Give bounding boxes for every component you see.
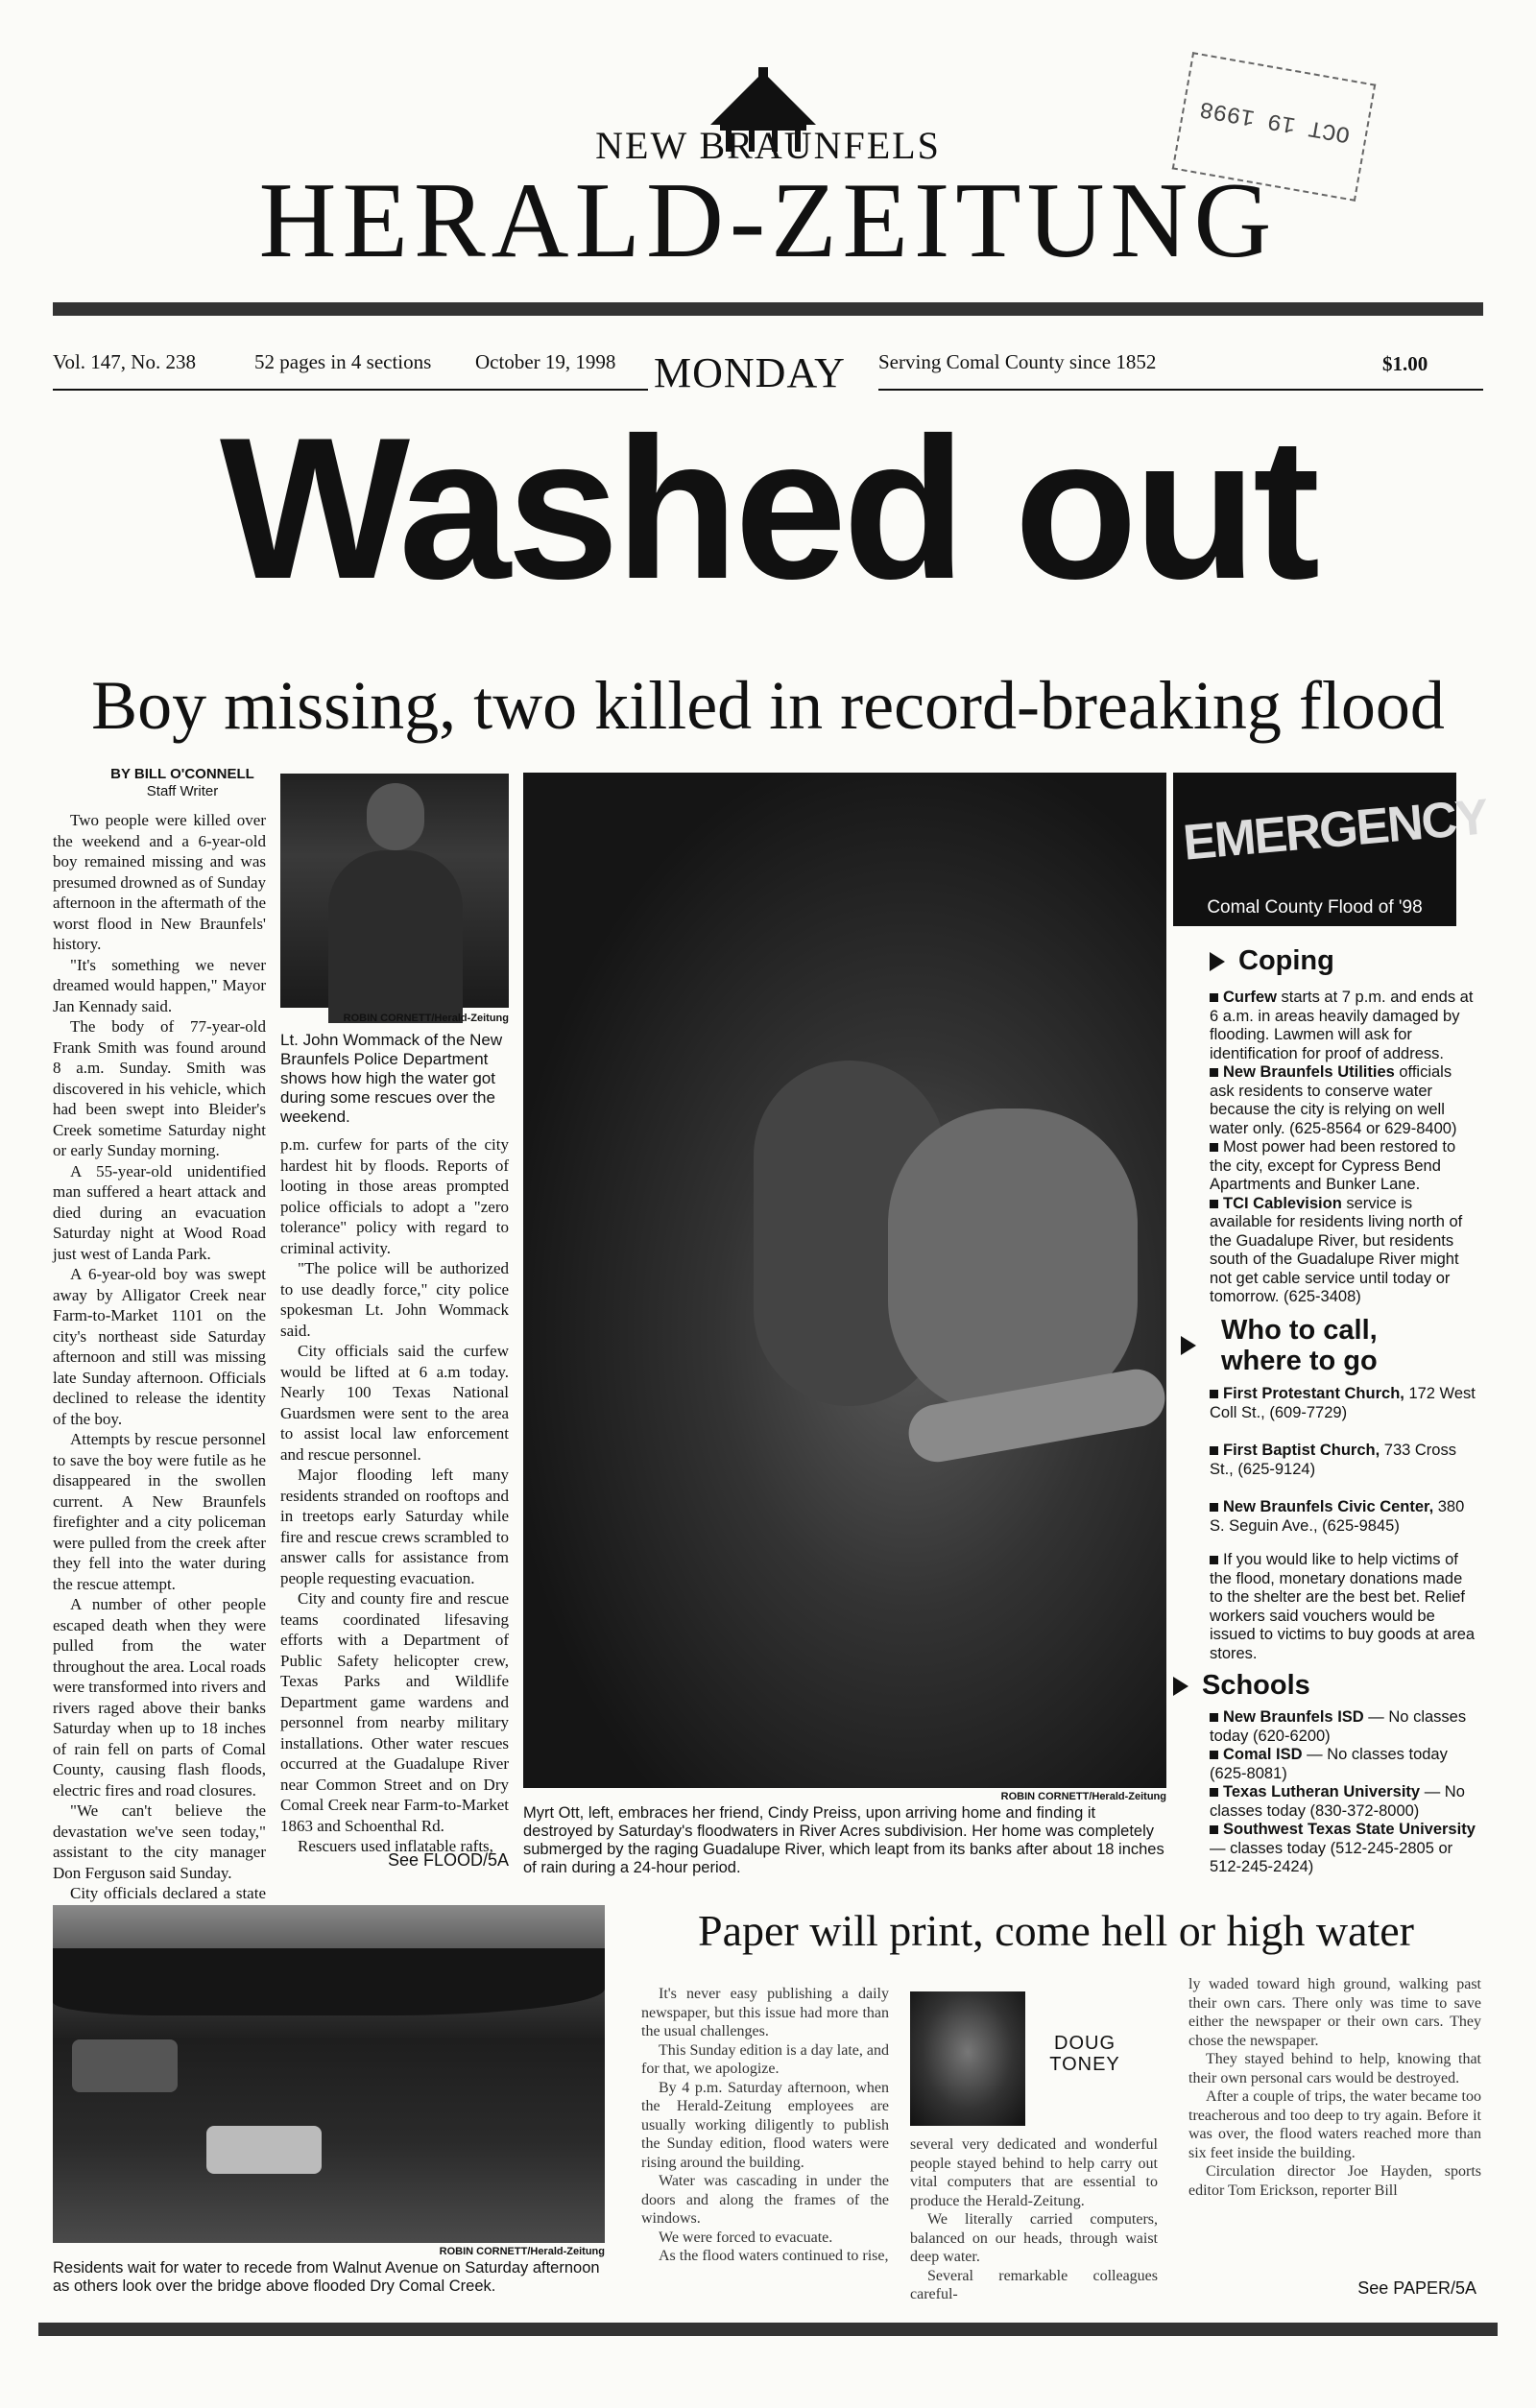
bullet-icon xyxy=(1210,1503,1218,1512)
column-paragraph: They stayed behind to help, knowing that their own personal cars would be destroyed. xyxy=(1188,2051,1481,2086)
stamp-date: OCT 19 1998 xyxy=(1197,94,1353,147)
bottom-rule xyxy=(38,2323,1498,2336)
story-column-2 xyxy=(280,1134,509,1855)
see-flood-jump[interactable]: See FLOOD/5A xyxy=(387,1850,509,1870)
story-paragraph: "It's something we never dreamed would happen," Mayor Jan Kennady said. xyxy=(53,955,266,1015)
story-paragraph: p.m. curfew for parts of the city hardest hit by floods. Reports of looting in those areas prompted police officials to adopt a "zero tolerance" policy with regard to criminal activity. xyxy=(280,1135,509,1257)
sidebar-banner-art: EMERGENCY xyxy=(1181,789,1490,871)
main-headline: Washed out xyxy=(219,395,1317,621)
info-bar xyxy=(53,331,1483,398)
story-paragraph: Major flooding left many residents stranded on rooftops and in treetops early Saturday while fire and rescue crews scrambled to answer calls for assistance from people requesting evacuation. xyxy=(280,1466,509,1587)
bullet-icon xyxy=(1210,1713,1218,1722)
column-paragraph: ly waded toward high ground, walking past their own cars. There only was time to save either the newspaper or their own cars. They chose the newspaper. xyxy=(1188,1976,1481,2049)
serving-text: Serving Comal County since 1852 xyxy=(878,350,1157,373)
coping-item: New Braunfels Utilities officials ask residents to conserve water because the city is relying on well water only. (625-8564 or 629-8400) xyxy=(1210,1063,1457,1137)
who-title-line-1: Who to call, xyxy=(1221,1315,1378,1346)
schools-list xyxy=(1210,1708,1478,1877)
bullet-icon xyxy=(1210,1446,1218,1455)
issue-date: October 19, 1998 xyxy=(475,350,616,373)
column-paragraph: It's never easy publishing a daily newspaper, but this issue had more than the usual challenges. xyxy=(641,1986,889,2039)
photo-figure-right xyxy=(888,1109,1138,1416)
officer-shoulders xyxy=(328,850,463,1023)
see-paper-jump[interactable]: See PAPER/5A xyxy=(1357,2278,1476,2298)
who-list xyxy=(1210,1385,1478,1663)
story-paragraph: The body of 77-year-old Frank Smith was found around 8 a.m. Sunday. Smith was discovered in his vehicle, which had been swept into Bleider's Creek sometime Saturday night or early Sunday morning. xyxy=(53,1017,266,1159)
column-paragraph: Several remarkable colleagues careful- xyxy=(910,2267,1158,2302)
bullet-icon xyxy=(1210,1751,1218,1759)
bullet-icon xyxy=(1210,1143,1218,1152)
school-item: Texas Lutheran University — No classes today (830-372-8000) xyxy=(1210,1783,1465,1820)
columnist-last-name: TONEY xyxy=(1049,2054,1120,2075)
street-photo-caption: Residents wait for water to recede from Walnut Avenue on Saturday afternoon as others look over the bridge above flooded Dry Comal Creek. xyxy=(53,2259,600,2295)
who-item: First Protestant Church, 172 West Coll St., (609-7729) xyxy=(1210,1385,1476,1421)
coping-item: Curfew starts at 7 p.m. and ends at 6 a.m. in areas heavily damaged by flooding. Lawmen will ask for identification for proof of address. xyxy=(1210,989,1474,1062)
school-item: Southwest Texas State University — classes today (512-245-2805 or 512-245-2424) xyxy=(1210,1821,1476,1875)
column-paragraph: This Sunday edition is a day late, and for that, we apologize. xyxy=(641,2041,889,2077)
column-paragraph: Water was cascading in under the doors and along the frames of the windows. xyxy=(641,2173,889,2227)
bullet-icon xyxy=(1210,1200,1218,1208)
arrow-icon xyxy=(1181,1336,1196,1355)
story-paragraph: "We can't believe the devastation we've seen today," assistant to the city manager Don Ferguson said Sunday. xyxy=(53,1801,266,1882)
column-paragraph: several very dedicated and wonderful people stayed behind to help carry out vital computers that are essential to produce the Herald-Zeitung. xyxy=(910,2136,1158,2209)
officer-photo xyxy=(280,774,509,1008)
column-text-1 xyxy=(641,1985,889,2301)
arrow-icon xyxy=(1210,952,1225,971)
price: $1.00 xyxy=(1382,352,1428,375)
sidebar-banner xyxy=(1173,773,1490,926)
schools-title: Schools xyxy=(1202,1670,1310,1701)
story-paragraph: A 6-year-old boy was swept away by Alligator Creek near Farm-to-Market 1101 on the city's northeast side Saturday afternoon and still was missing late Sunday afternoon. Officials declined to release the identity of the boy. xyxy=(53,1265,266,1428)
story-paragraph: Two people were killed over the weekend and a 6-year-old boy remained missing and was presumed drowned as of Sunday afternoon in the aftermath of the worst flood in New Braunfels' history. xyxy=(53,811,266,953)
bullet-icon xyxy=(1210,1068,1218,1077)
bullet-icon xyxy=(1210,993,1218,1002)
column-headline: Paper will print, come hell or high water xyxy=(697,1906,1415,1955)
story-paragraph: A number of other people escaped death when they were pulled from the water throughout the area. Local roads were transformed into rivers and rivers raged above their banks Saturday when up to 18 inches of rain fell on parts of Comal County, causing flash floods, electric fires and road closures. xyxy=(53,1595,266,1800)
street-photo-credit: ROBIN CORNETT/Herald-Zeitung xyxy=(439,2246,605,2257)
who-item: If you would like to help victims of the flood, monetary donations made to the shelter are the best bet. Relief workers said vouchers would be issued to victims to buy goods at area stores. xyxy=(1210,1551,1476,1662)
info-underline-right xyxy=(878,389,1483,391)
column-paragraph: By 4 p.m. Saturday afternoon, when the Herald-Zeitung employees are usually working diligently to publish the Sunday edition, flood waters were rising around the building. xyxy=(641,2079,889,2171)
column-paragraph: We literally carried computers, balanced on our heads, through waist deep water. xyxy=(910,2211,1158,2265)
coping-item: TCI Cablevision service is available for residents living north of the Guadalupe River, but residents south of the Guadalupe River might not get cable service until today or tomorrow. (625-3408) xyxy=(1210,1194,1463,1305)
photo-treeline xyxy=(53,1948,605,2015)
story-paragraph: A 55-year-old unidentified man suffered a heart attack and died during an evacuation Saturday night at Wood Road just west of Landa Park. xyxy=(53,1161,266,1263)
sidebar xyxy=(1173,773,1490,1895)
who-to-call-heading xyxy=(1210,1315,1378,1376)
who-item: First Baptist Church, 733 Cross St., (625-9124) xyxy=(1210,1442,1456,1478)
coping-item: Most power had been restored to the city, except for Cypress Bend Apartments and Bunker Lane. xyxy=(1210,1138,1456,1193)
coping-title: Coping xyxy=(1238,945,1334,976)
photo-vehicle xyxy=(206,2126,322,2174)
story-paragraph: "The police will be authorized to use deadly force," city police spokesman Lt. John Wommack said. xyxy=(280,1259,509,1340)
sidebar-banner-text: Comal County Flood of '98 xyxy=(1207,897,1423,918)
issue-day: MONDAY xyxy=(654,349,846,396)
officer-photo-caption: Lt. John Wommack of the New Braunfels Police Department shows how high the water got during some rescues over the weekend. xyxy=(280,1031,503,1126)
columnist-first-name: DOUG xyxy=(1054,2033,1116,2054)
page-count: 52 pages in 4 sections xyxy=(254,350,432,373)
story-paragraph: City and county fire and rescue teams coordinated lifesaving efforts with a Department of Public Safety helicopter crew, Texas Parks and Wildlife Department game wardens and personnel from nearby military installations. Other water rescues occurred at the Guadalupe River near Common Street and on Dry Comal Creek near Farm-to-Market 1863 and Schoenthal Rd. xyxy=(280,1589,509,1835)
photo-vehicle-left xyxy=(72,2039,178,2092)
column-paragraph: Circulation director Joe Hayden, sports editor Tom Erickson, reporter Bill xyxy=(1188,2163,1481,2199)
masthead xyxy=(0,0,1536,317)
coping-list xyxy=(1210,989,1478,1307)
officer-photo-credit: ROBIN CORNETT/Herald-Zeitung xyxy=(343,1013,509,1024)
story-paragraph: City officials declared a state xyxy=(70,1884,266,1902)
column-text-3 xyxy=(1188,1975,1481,2278)
masthead-rule xyxy=(53,302,1483,316)
bullet-icon xyxy=(1210,1556,1218,1564)
columnist-photo xyxy=(910,1991,1025,2126)
masthead-top-name: NEW BRAUNFELS xyxy=(595,124,941,167)
school-item: New Braunfels ISD — No classes today (620-6200) xyxy=(1210,1708,1467,1745)
masthead-title: HERALD-ZEITUNG xyxy=(258,161,1278,280)
column-paragraph: We were forced to evacuate. xyxy=(659,2229,833,2246)
column-paragraph: As the flood waters continued to rise, xyxy=(659,2248,889,2264)
main-photo-credit: ROBIN CORNETT/Herald-Zeitung xyxy=(1000,1791,1166,1802)
school-item: Comal ISD — No classes today (625-8081) xyxy=(1210,1746,1448,1782)
column-paragraph: After a couple of trips, the water became too treacherous and too deep to try again. Before it was over, the flood waters reached more than six feet inside the building. xyxy=(1188,2088,1481,2161)
columnist-name xyxy=(1032,2033,1138,2075)
who-item: New Braunfels Civic Center, 380 S. Seguin Ave., (625-9845) xyxy=(1210,1498,1465,1535)
main-photo-caption: Myrt Ott, left, embraces her friend, Cindy Preiss, upon arriving home and finding it destroyed by Saturday's floodwaters in River Acres subdivision. Her home was completely submerged by the raging Guadalupe River, which leapt from its banks after about 18 inches of rain during a 24-hour period. xyxy=(523,1804,1164,1876)
byline-role: Staff Writer xyxy=(146,783,219,799)
arrow-icon xyxy=(1173,1677,1188,1696)
schools-heading xyxy=(1173,1670,1310,1701)
bullet-icon xyxy=(1210,1390,1218,1398)
subheadline: Boy missing, two killed in record-breaking flood xyxy=(91,667,1445,744)
bullet-icon xyxy=(1210,1825,1218,1834)
story-column-1 xyxy=(53,810,266,1902)
officer-figure xyxy=(367,783,424,850)
volume-number: Vol. 147, No. 238 xyxy=(53,350,196,373)
byline-name: BY BILL O'CONNELL xyxy=(110,766,254,782)
byline xyxy=(86,766,278,800)
story-paragraph: Attempts by rescue personnel to save the boy were futile as he disappeared in the swollen current. A New Braunfels firefighter and a city policeman were pulled from the creek after they fell into the water during the rescue attempt. xyxy=(53,1430,266,1593)
info-underline-left xyxy=(53,389,648,391)
street-flood-photo xyxy=(53,1905,605,2243)
story-paragraph: City officials said the curfew would be lifted at 6 a.m today. Nearly 100 Texas National Guardsmen were sent to the area to assist local law enforcement and rescue personnel. xyxy=(280,1342,509,1464)
coping-heading xyxy=(1210,945,1334,976)
column-text-2 xyxy=(910,2135,1158,2302)
story-paragraph: Rescuers used inflatable rafts, xyxy=(298,1837,493,1855)
bullet-icon xyxy=(1210,1788,1218,1797)
who-title-line-2: where to go xyxy=(1221,1346,1378,1376)
main-flood-photo xyxy=(523,773,1166,1788)
